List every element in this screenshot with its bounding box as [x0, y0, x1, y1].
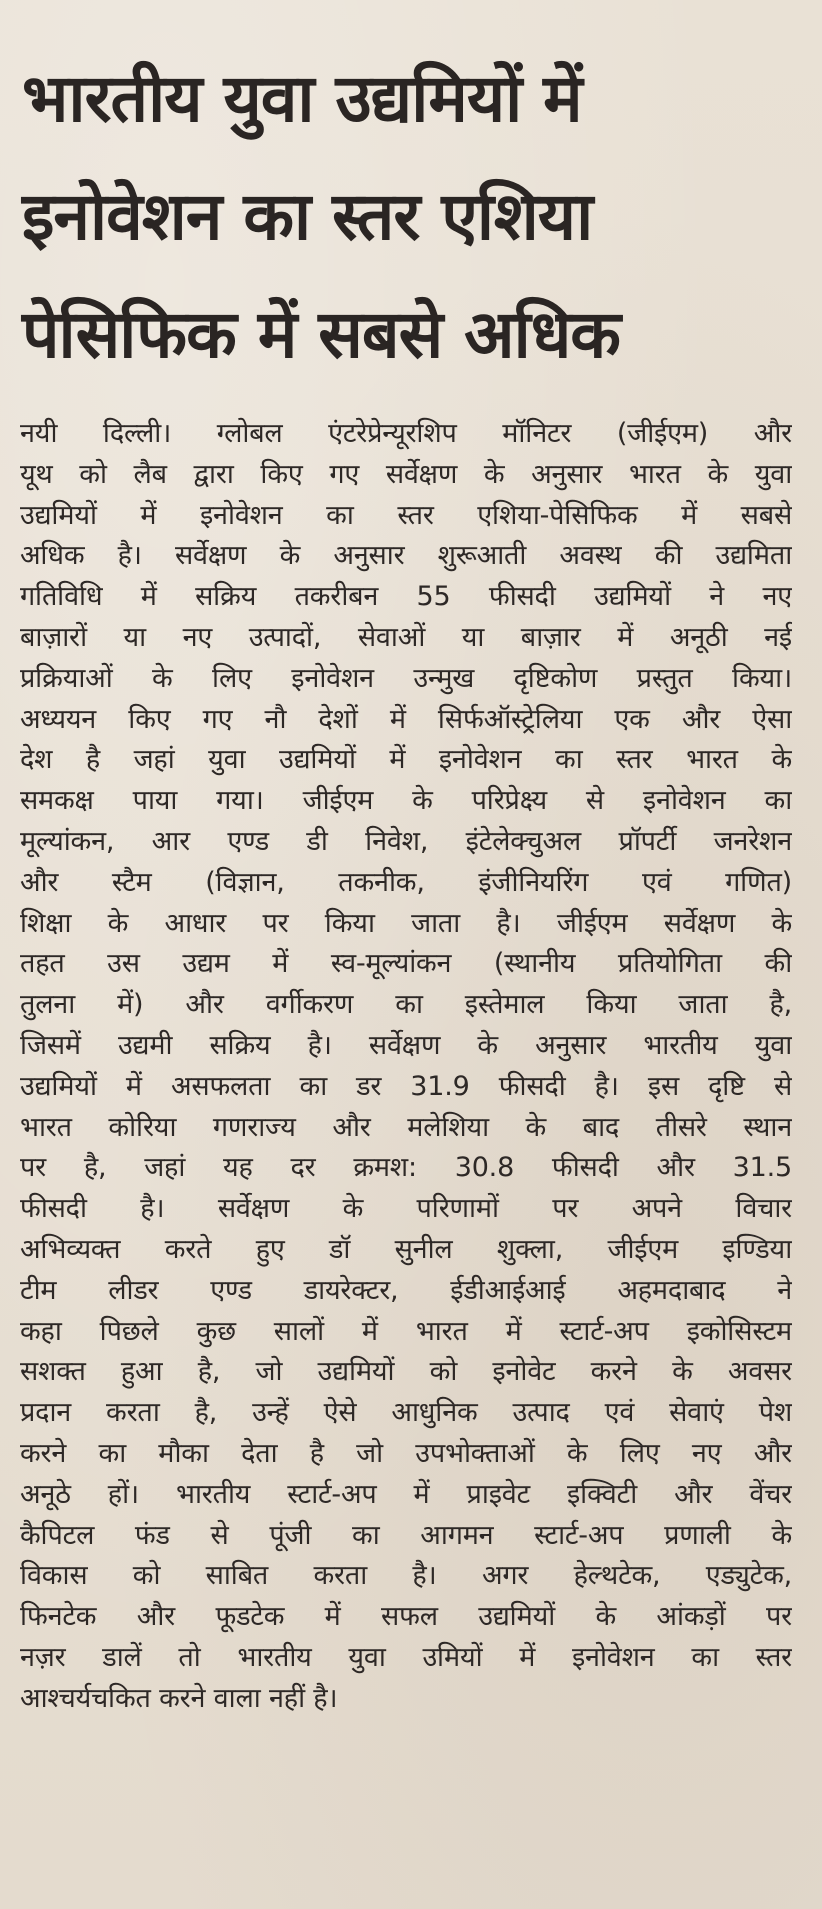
article-body-line: बाज़ारों या नए उत्पादों, सेवाओं या बाज़ार में अनूठी नई [20, 621, 792, 653]
article-body-line: शिक्षा के आधार पर किया जाता है। जीईएम सर्वेक्षण के [20, 907, 792, 939]
article-body-line: गतिविधि में सक्रिय तकरीबन 55 फीसदी उद्यमियों ने नए [20, 581, 792, 613]
article-body-line: अनूठे हों। भारतीय स्टार्ट-अप में प्राइवेट इक्विटी और वेंचर [20, 1478, 792, 1510]
article-body-line: नयी दिल्ली। ग्लोबल एंटरेप्रेन्यूरशिप मॉनिटर (जीईएम) और [20, 418, 792, 449]
article-body [20, 414, 792, 1720]
article-body-line: आश्चर्यचकित करने वाला नहीं है। [20, 1682, 338, 1714]
article-body-line: तहत उस उद्यम में स्व-मूल्यांकन (स्थानीय प्रतियोगिता की [20, 948, 792, 980]
article-body-line: फिनटेक और फूडटेक में सफल उद्यमियों के आंकड़ों पर [20, 1601, 792, 1633]
article-body-line: उद्यमियों में इनोवेशन का स्तर एशिया-पेसिफिक में सबसे [20, 499, 792, 531]
article-body-line: समकक्ष पाया गया। जीईएम के परिप्रेक्ष्य से इनोवेशन का [20, 785, 792, 817]
article-body-line: अधिक है। सर्वेक्षण के अनुसार शुरूआती अवस्थ की उद्यमिता [20, 540, 792, 572]
article-body-line: फीसदी है। सर्वेक्षण के परिणामों पर अपने विचार [20, 1193, 792, 1225]
article-body-line: मूल्यांकन, आर एण्ड डी निवेश, इंटेलेक्चुअल प्रॉपर्टी जनरेशन [20, 825, 792, 857]
article-body-line: टीम लीडर एण्ड डायरेक्टर, ईडीआईआई अहमदाबाद ने [20, 1274, 792, 1306]
article-headline [22, 40, 800, 394]
article-body-line: प्रदान करता है, उन्हें ऐसे आधुनिक उत्पाद एवं सेवाएं पेश [20, 1397, 792, 1429]
article-body-line: और स्टैम (विज्ञान, तकनीक, इंजीनियरिंग एवं गणित) [20, 866, 792, 898]
article-body-line: अभिव्यक्त करते हुए डॉ सुनील शुक्ला, जीईएम इण्डिया [20, 1233, 792, 1265]
article-body-line: पर है, जहां यह दर क्रमश: 30.8 फीसदी और 31.5 [20, 1152, 792, 1184]
article-body-line: विकास को साबित करता है। अगर हेल्थटेक, एड्युटेक, [20, 1560, 792, 1592]
show-through-texture [150, 378, 810, 396]
article-body-line: उद्यमियों में असफलता का डर 31.9 फीसदी है। इस दृष्टि से [20, 1070, 792, 1102]
article-body-line: जिसमें उद्यमी सक्रिय है। सर्वेक्षण के अनुसार भारतीय युवा [20, 1029, 792, 1061]
article-body-line: करने का मौका देता है जो उपभोक्ताओं के लिए नए और [20, 1437, 792, 1469]
headline-line: भारतीय युवा उद्यमियों में [22, 60, 582, 137]
article-body-line: कैपिटल फंड से पूंजी का आगमन स्टार्ट-अप प्रणाली के [20, 1519, 792, 1551]
headline-line: इनोवेशन का स्तर एशिया [22, 178, 593, 255]
article-body-line: नज़र डालें तो भारतीय युवा उमियों में इनोवेशन का स्तर [20, 1641, 792, 1673]
article-body-line: कहा पिछले कुछ सालों में भारत में स्टार्ट-अप इकोसिस्टम [20, 1315, 792, 1347]
article-body-line: प्रक्रियाओं के लिए इनोवेशन उन्मुख दृष्टिकोण प्रस्तुत किया। [20, 662, 792, 694]
headline-line: पेसिफिक में सबसे अधिक [22, 296, 620, 373]
article-body-line: यूथ को लैब द्वारा किए गए सर्वेक्षण के अनुसार भारत के युवा [20, 458, 792, 490]
article-body-line: तुलना में) और वर्गीकरण का इस्तेमाल किया जाता है, [20, 989, 792, 1021]
article-body-line: देश है जहां युवा उद्यमियों में इनोवेशन का स्तर भारत के [20, 744, 792, 776]
article-body-line: अध्ययन किए गए नौ देशों में सिर्फऑस्ट्रेलिया एक और ऐसा [20, 703, 792, 735]
article-body-line: भारत कोरिया गणराज्य और मलेशिया के बाद तीसरे स्थान [20, 1111, 792, 1143]
article-body-line: सशक्त हुआ है, जो उद्यमियों को इनोवेट करने के अवसर [20, 1356, 792, 1388]
